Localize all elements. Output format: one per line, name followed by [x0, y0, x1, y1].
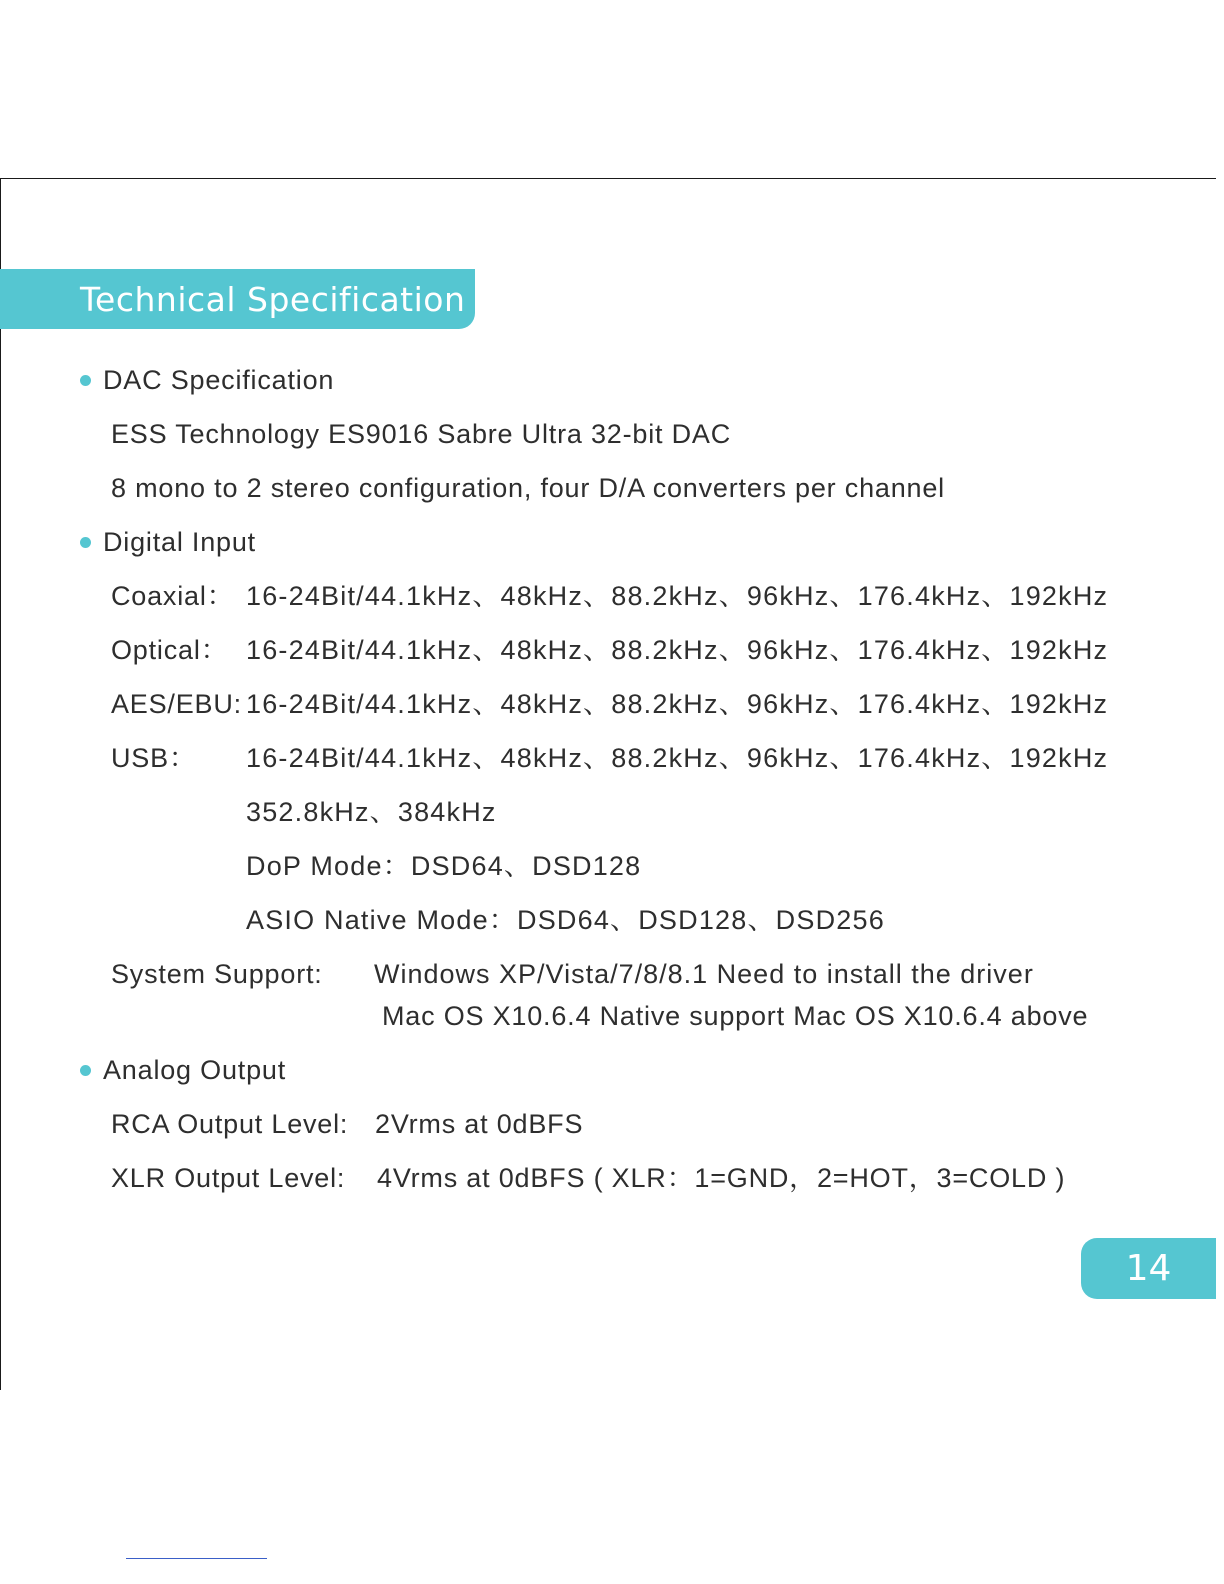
optical-value: 16-24Bit/44.1kHz、48kHz、88.2kHz、96kHz、176.4kHz、192kHz	[246, 635, 1109, 665]
coaxial-value: 16-24Bit/44.1kHz、48kHz、88.2kHz、96kHz、176.4kHz、192kHz	[246, 581, 1109, 611]
page-title: Technical Specification	[80, 279, 466, 319]
usb-asio-mode: ASIO Native Mode：DSD64、DSD128、DSD256	[246, 905, 885, 935]
coaxial-label: Coaxial：	[111, 581, 235, 611]
rca-output-label: RCA Output Level:	[111, 1109, 349, 1139]
optical-label: Optical：	[111, 635, 229, 665]
usb-value: 16-24Bit/44.1kHz、48kHz、88.2kHz、96kHz、176.4kHz、192kHz	[246, 743, 1109, 773]
aes-ebu-label: AES/EBU:	[111, 689, 242, 719]
page-frame	[0, 178, 1216, 1390]
dac-config-line: 8 mono to 2 stereo configuration, four D/A converters per channel	[111, 473, 945, 503]
system-support-windows: Windows XP/Vista/7/8/8.1 Need to install the driver	[374, 959, 1034, 989]
system-support-mac: Mac OS X10.6.4 Native support Mac OS X10.6.4 above	[382, 1001, 1089, 1031]
usb-dop-mode: DoP Mode：DSD64、DSD128	[246, 851, 642, 881]
usb-extra-rates: 352.8kHz、384kHz	[246, 797, 497, 827]
dac-chip-line: ESS Technology ES9016 Sabre Ultra 32-bit DAC	[111, 419, 732, 449]
system-support-label: System Support:	[111, 959, 323, 989]
bullet-icon	[80, 375, 91, 386]
heading-digital-input	[80, 525, 256, 559]
bullet-icon	[80, 537, 91, 548]
page-number-tab	[1081, 1238, 1216, 1299]
heading-text: DAC Specification	[103, 365, 335, 395]
bottom-rule	[126, 1558, 267, 1559]
rca-output-value: 2Vrms at 0dBFS	[375, 1109, 584, 1139]
usb-label: USB：	[111, 743, 197, 773]
heading-dac-specification	[80, 363, 334, 397]
xlr-output-value: 4Vrms at 0dBFS ( XLR：1=GND，2=HOT，3=COLD )	[377, 1163, 1066, 1193]
heading-analog-output	[80, 1053, 286, 1087]
page-number: 14	[1125, 1248, 1172, 1289]
xlr-output-label: XLR Output Level:	[111, 1163, 346, 1193]
heading-text: Analog Output	[103, 1055, 287, 1085]
heading-text: Digital Input	[103, 527, 256, 557]
aes-ebu-value: 16-24Bit/44.1kHz、48kHz、88.2kHz、96kHz、176.4kHz、192kHz	[246, 689, 1109, 719]
section-title-tab	[0, 269, 475, 329]
bullet-icon	[80, 1065, 91, 1076]
